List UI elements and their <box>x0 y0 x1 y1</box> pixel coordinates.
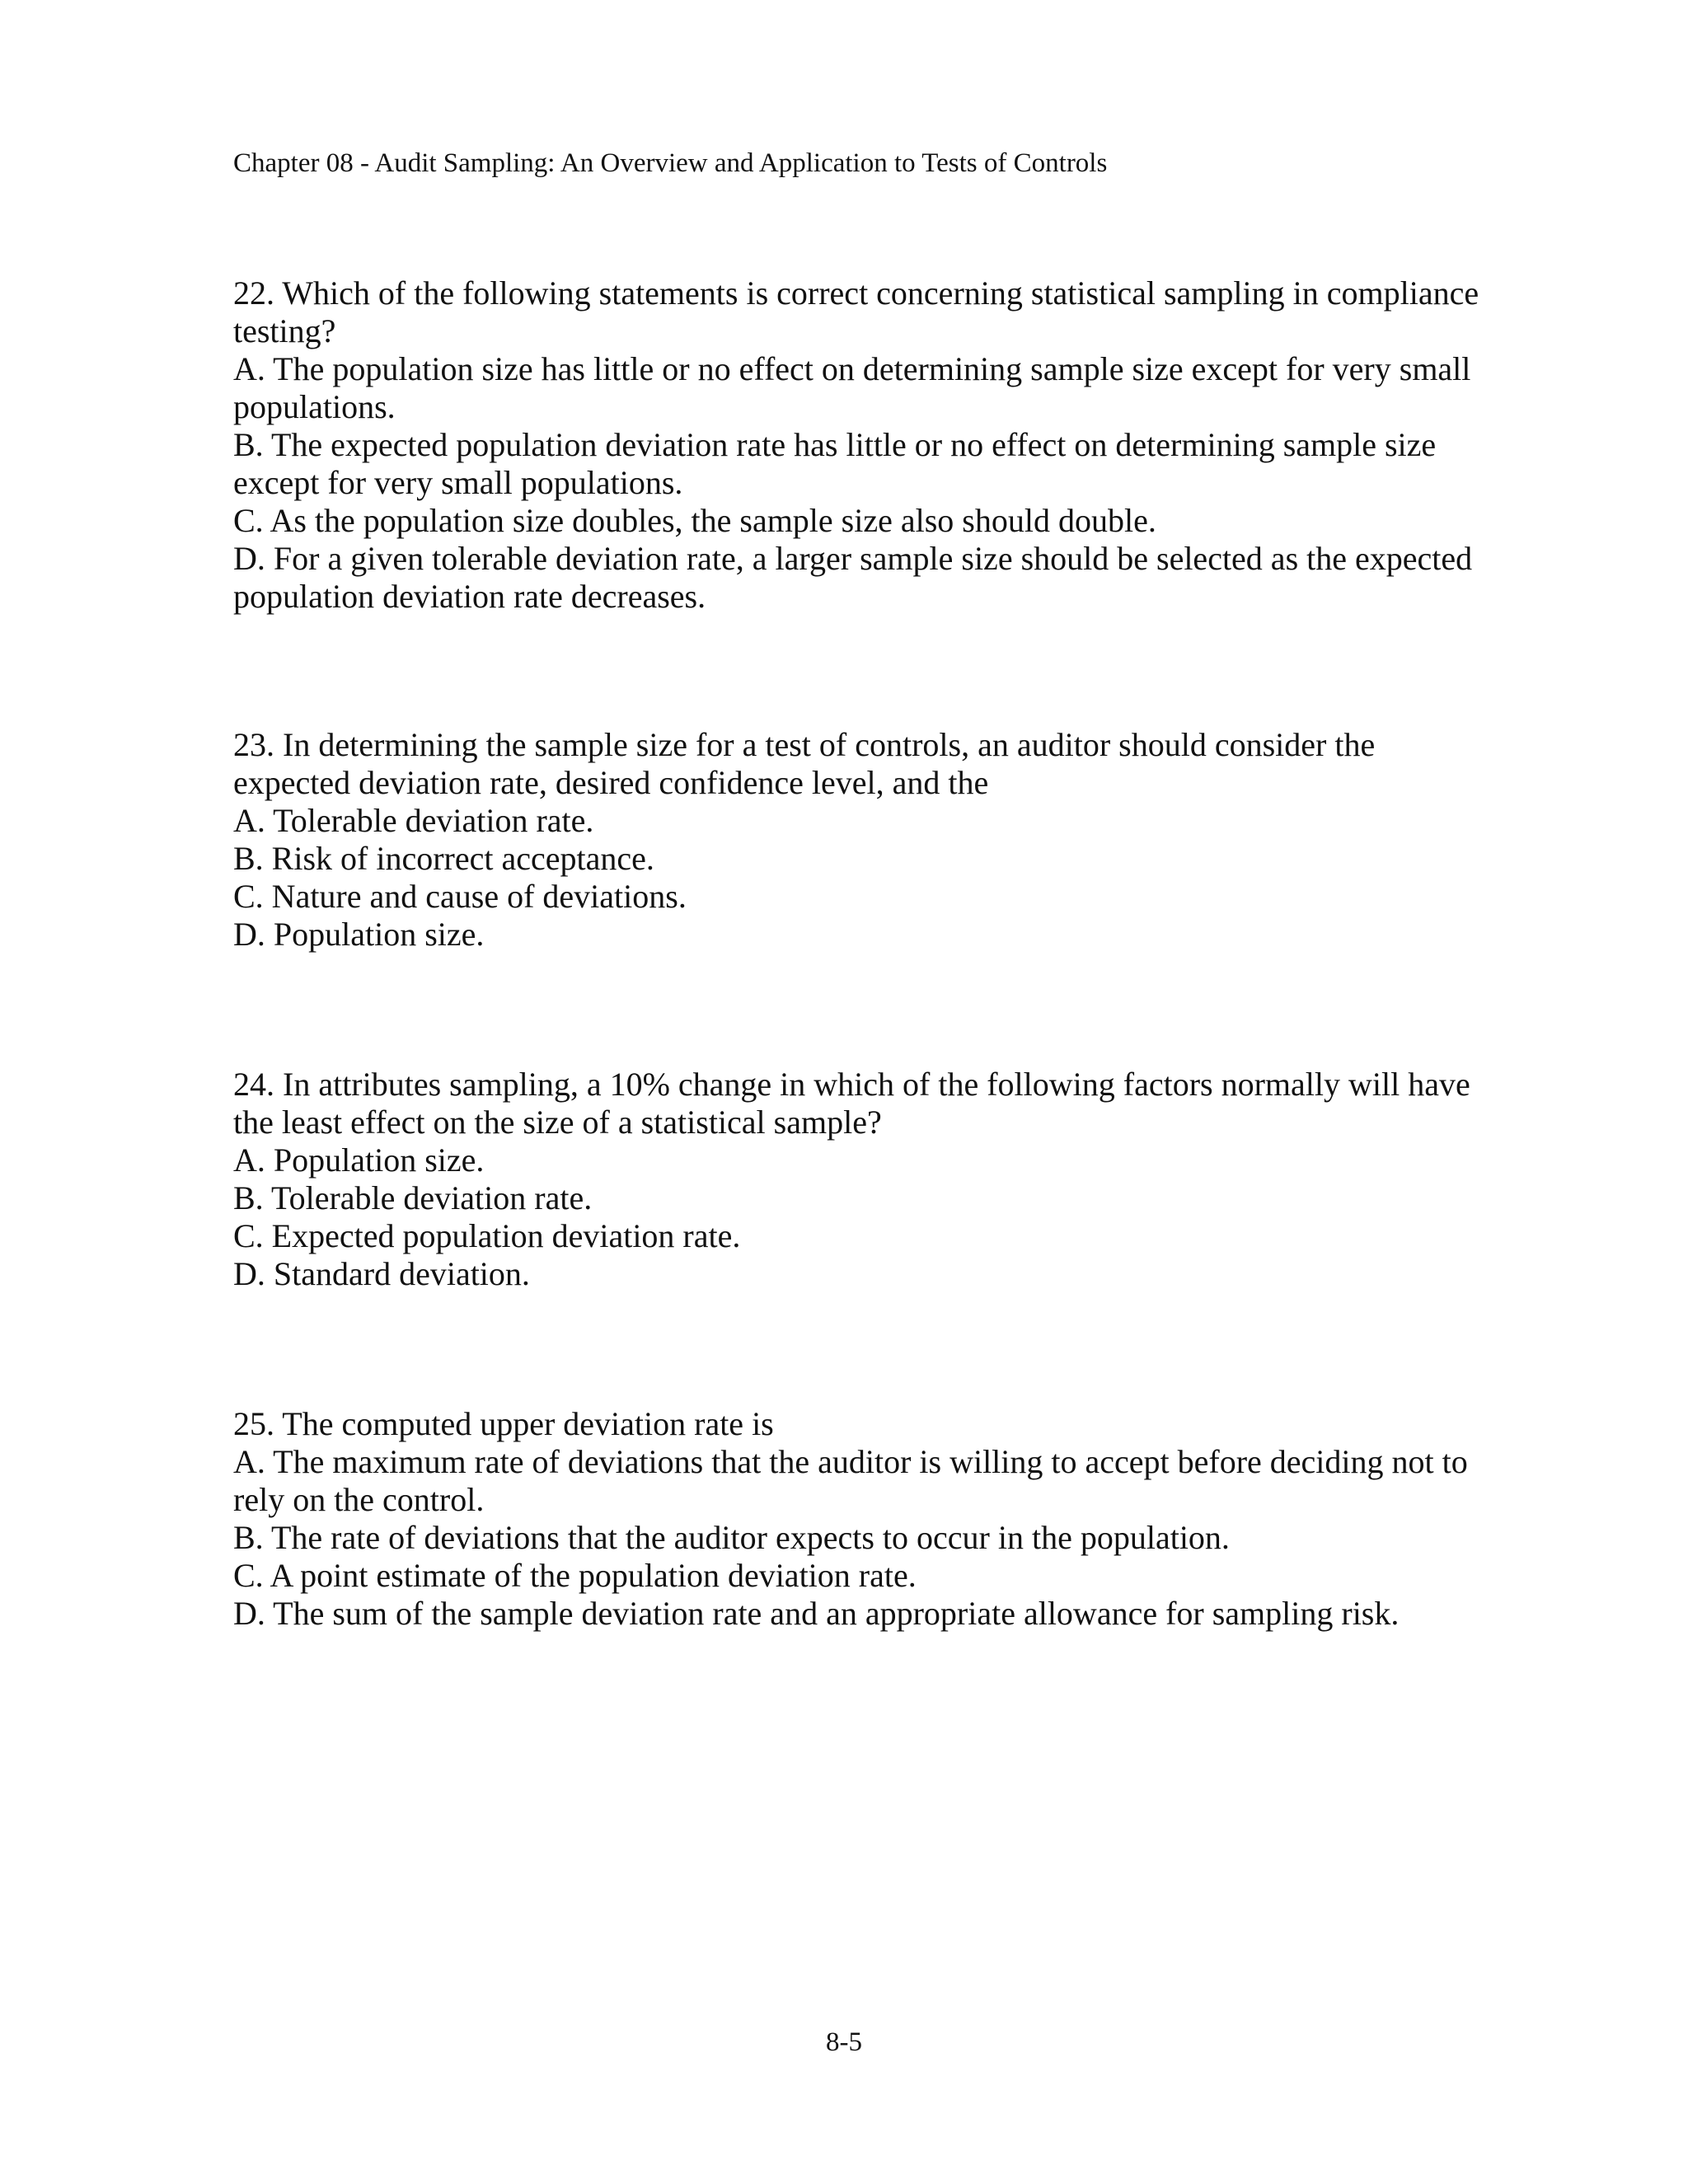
answer-option-d: D. The sum of the sample deviation rate and an appropriate allowance for sampling risk. <box>233 1595 1400 1632</box>
answer-option-b: B. The rate of deviations that the auditor expects to occur in the population. <box>233 1519 1230 1556</box>
answer-option-d: D. Standard deviation. <box>233 1255 530 1292</box>
question-stem: 24. In attributes sampling, a 10% change in which of the following factors normally will have the least effect on the size of a statistical sample? <box>233 1066 1470 1141</box>
question-24 <box>233 1066 1486 1293</box>
answer-option-c: C. A point estimate of the population deviation rate. <box>233 1557 917 1594</box>
question-stem: 25. The computed upper deviation rate is <box>233 1405 774 1442</box>
answer-option-a: A. Population size. <box>233 1141 485 1179</box>
answer-option-b: B. Tolerable deviation rate. <box>233 1179 593 1216</box>
answer-option-c: C. Expected population deviation rate. <box>233 1217 741 1254</box>
answer-option-c: C. Nature and cause of deviations. <box>233 878 687 915</box>
question-stem: 23. In determining the sample size for a test of controls, an auditor should consider the expected deviation rate, desired confidence level, and the <box>233 726 1376 801</box>
answer-option-d: D. For a given tolerable deviation rate, a larger sample size should be selected as the expected population deviation rate decreases. <box>233 540 1473 615</box>
page-number: 8-5 <box>826 2027 862 2057</box>
answer-option-b: B. The expected population deviation rate has little or no effect on determining sample size except for very small populations. <box>233 426 1437 501</box>
answer-option-c: C. As the population size doubles, the sample size also should double. <box>233 502 1156 539</box>
question-stem: 22. Which of the following statements is correct concerning statistical sampling in compliance testing? <box>233 274 1479 349</box>
answer-option-d: D. Population size. <box>233 916 485 953</box>
answer-option-b: B. Risk of incorrect acceptance. <box>233 840 654 877</box>
question-23 <box>233 726 1486 954</box>
answer-option-a: A. The maximum rate of deviations that the auditor is willing to accept before deciding not to rely on the control. <box>233 1443 1468 1518</box>
question-25 <box>233 1405 1486 1633</box>
answer-option-a: A. The population size has little or no effect on determining sample size except for very small populations. <box>233 350 1471 425</box>
question-22 <box>233 274 1486 616</box>
running-header: Chapter 08 - Audit Sampling: An Overview and Application to Tests of Controls <box>233 148 1108 178</box>
answer-option-a: A. Tolerable deviation rate. <box>233 802 594 839</box>
